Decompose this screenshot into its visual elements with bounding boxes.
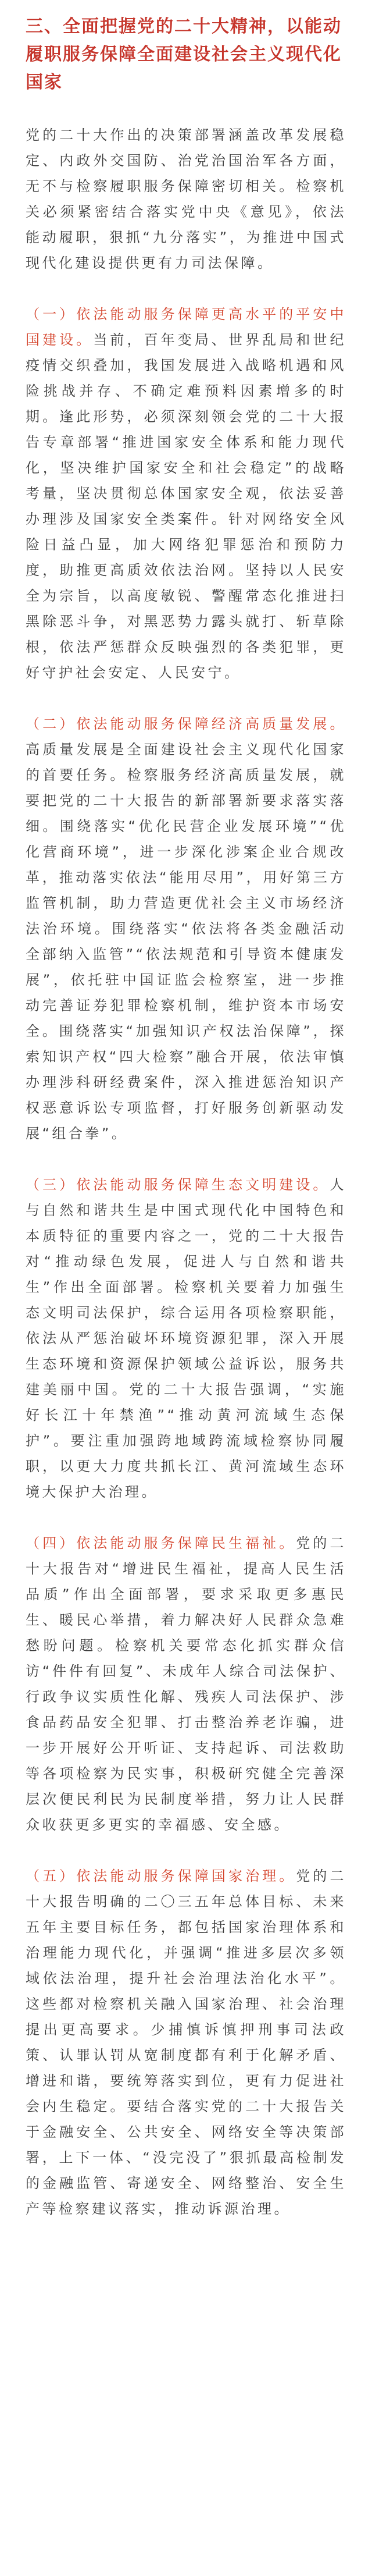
section-1-lead: （一）依法能动服务保障更高水平的平安中国建设。 — [26, 306, 346, 348]
section-2-text: 高质量发展是全面建设社会主义现代化国家的首要任务。检察服务经济高质量发展，就要把党的二十大报告的新部署新要求落实落细。围绕落实“优化民营企业发展环境”“优化营商环境”，进一步深化涉案企业合规改革，推动落实依法“能用尽用”，用好第三方监管机制，助力营造更优社会主义市场经济法治环境。围绕落实“依法将各类金融活动全部纳入监管”“依法规范和引导资本健康发展”，依托驻中国证监会检察室，进一步推动完善证券犯罪检察机制，维护资本市场安全。围绕落实“加强知识产权法治保障”，探索知识产权“四大检察”融合开展，依法审慎办理涉科研经费案件，深入推进惩治知识产权恶意诉讼专项监督，打好服务创新驱动发展“组合拳”。 — [26, 741, 346, 1142]
section-1-text: 当前，百年变局、世界乱局和世纪疫情交织叠加，我国发展进入战略机遇和风险挑战并存、不确定难预料因素增多的时期。逢此形势，必须深刻领会党的二十大报告专章部署“推进国家安全体系和能力现代化，坚决维护国家安全和社会稳定”的战略考量，坚决贯彻总体国家安全观，依法妥善办理涉及国家安全类案件。针对网络安全风险日益凸显，加大网络犯罪惩治和预防力度，助推更高质效依法治网。坚持以人民安全为宗旨，以高度敏锐、警醒常态化推进扫黑除恶斗争，对黑恶势力露头就打、斩草除根，依法严惩群众反映强烈的各类犯罪，更好守护社会安定、人民安宁。 — [26, 332, 347, 681]
section-3-lead: （三）依法能动服务保障生态文明建设。 — [26, 1177, 330, 1193]
section-2-lead: （二）依法能动服务保障经济高质量发展。 — [26, 716, 346, 732]
section-4-text: 党的二十大报告对“增进民生福祉，提高人民生活品质”作出全面部署，要求采取更多惠民生、暖民心举措，着力解决好人民群众急难愁盼问题。检察机关要常态化抓实群众信访“件件有回复”、未成年人综合司法保护、行政争议实质性化解、残疾人司法保护、涉食品药品安全犯罪、打击整治养老诈骗，进一步开展好公开听证、支持起诉、司法救助等各项检察为民实事，积极研究健全完善深层次便民利民为民制度举措，努力让人民群众收获更多更实的幸福感、安全感。 — [26, 1535, 347, 1833]
section-5-lead: （五）依法能动服务保障国家治理。 — [26, 1868, 296, 1884]
section-heading: 三、全面把握党的二十大精神，以能动履职服务保障全面建设社会主义现代化国家 — [26, 16, 342, 93]
section-1-paragraph — [26, 301, 346, 685]
intro-paragraph: 党的二十大作出的决策部署涵盖改革发展稳定、内政外交国防、治党治国治军各方面，无不与检察履职服务保障密切相关。检察机关必须紧密结合落实党中央《意见》，依法能动履职，狠抓“九分落实”，为推进中国式现代化建设提供更有力司法保障。 — [26, 127, 346, 271]
section-3-paragraph — [26, 1172, 346, 1505]
section-4-paragraph — [26, 1530, 346, 1838]
section-4-lead: （四）依法能动服务保障民生福祉。 — [26, 1535, 296, 1551]
section-2-paragraph — [26, 711, 346, 1146]
section-5-text: 党的二十大报告明确的二〇三五年总体目标、未来五年主要目标任务，都包括国家治理体系和治理能力现代化，并强调“推进多层次多领域依法治理，提升社会治理法治化水平”。这些都对检察机关融入国家治理、社会治理提出更高要求。少捕慎诉慎押刑事司法政策、认罪认罚从宽制度都有利于化解矛盾、增进和谐，要统筹落实到位，更有力促进社会内生稳定。要结合落实党的二十大报告关于金融安全、公共安全、网络安全等决策部署，上下一体、“没完没了”狠抓最高检制发的金融监管、寄递安全、网络整治、安全生产等检察建议落实，推动诉源治理。 — [26, 1868, 347, 2217]
section-3-text: 人与自然和谐共生是中国式现代化中国特色和本质特征的重要内容之一，党的二十大报告对“推动绿色发展，促进人与自然和谐共生”作出全面部署。检察机关要着力加强生态文明司法保护，综合运用各项检察职能，依法从严惩治破坏环境资源犯罪，深入开展生态环境和资源保护领域公益诉讼，服务共建美丽中国。党的二十大报告强调，“实施好长江十年禁渔”“推动黄河流域生态保护”。要注重加强跨地域跨流域检察协同履职，以更大力度共抓长江、黄河流域生态环境大保护大治理。 — [26, 1177, 346, 1500]
section-5-paragraph — [26, 1863, 346, 2222]
